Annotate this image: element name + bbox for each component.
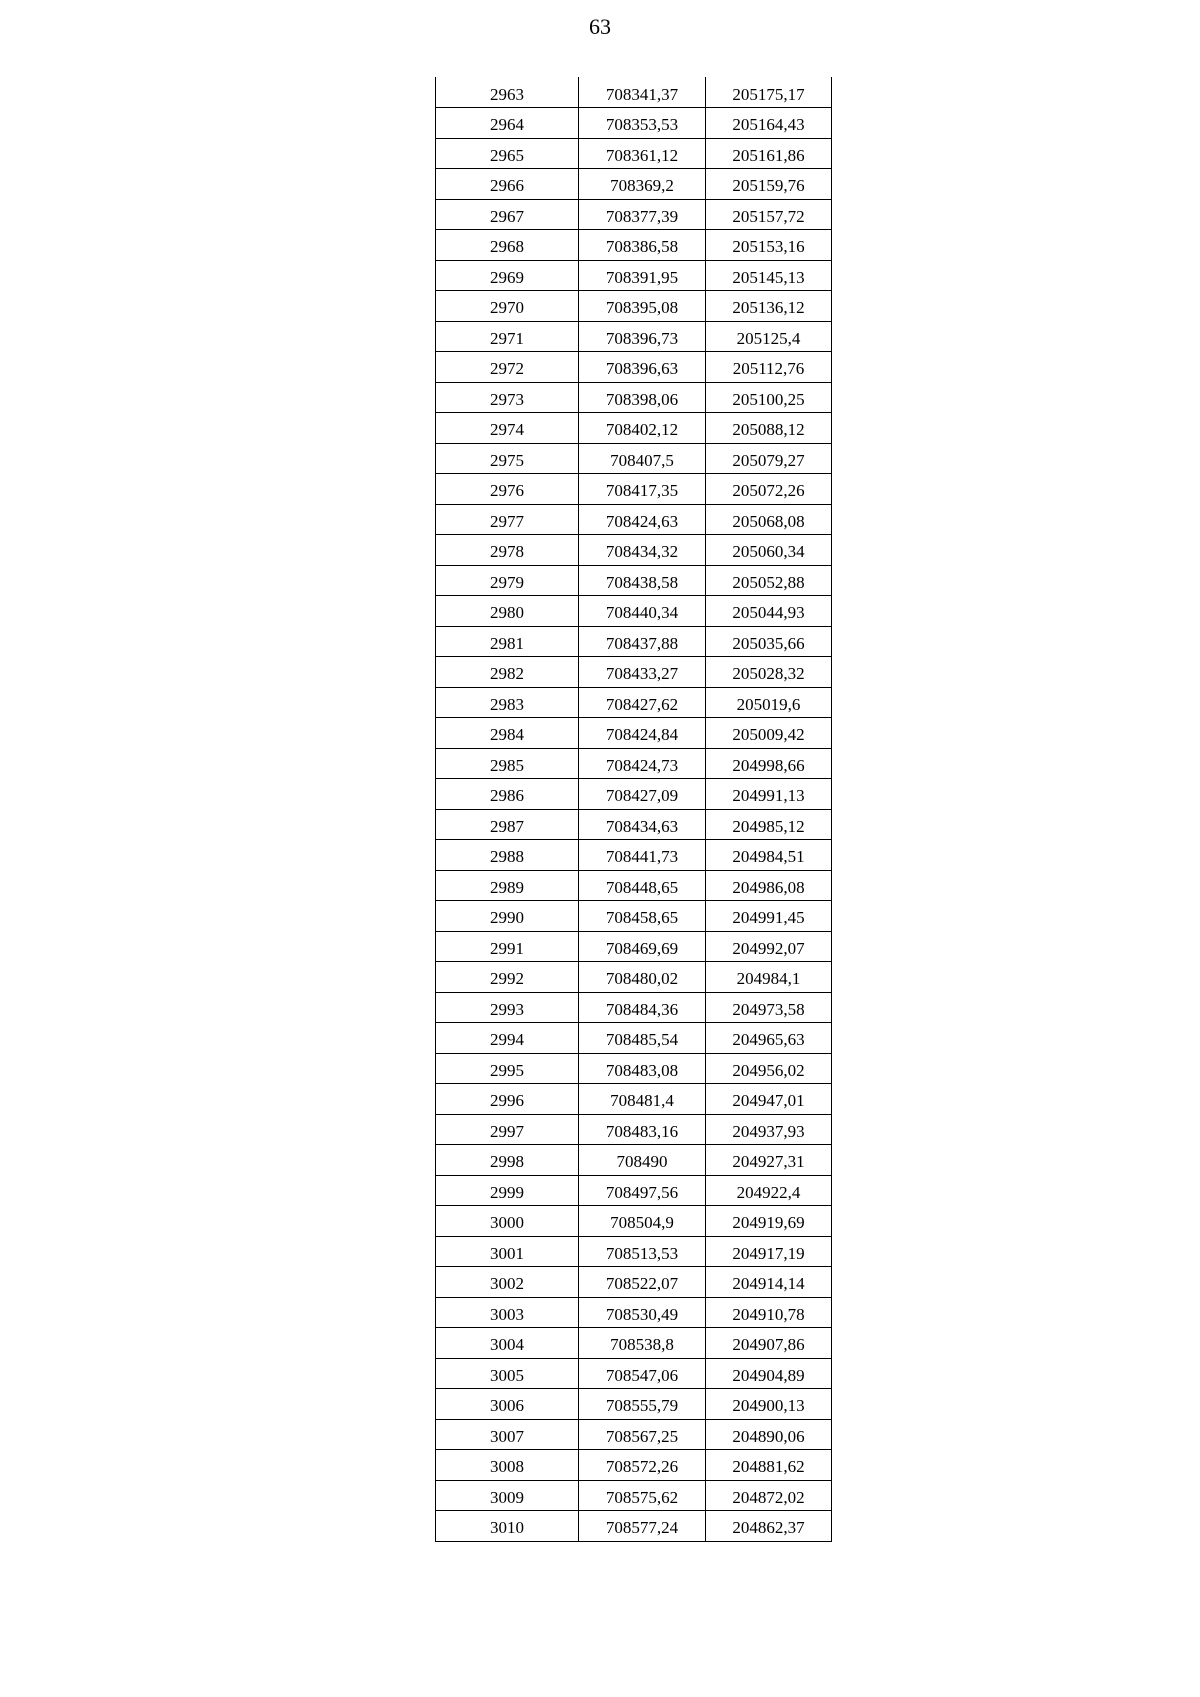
y-coordinate-cell: 204992,07	[706, 931, 832, 962]
x-coordinate-cell: 708547,06	[579, 1358, 706, 1389]
table-row	[436, 1206, 832, 1237]
point-number-cell: 2980	[436, 596, 579, 627]
table-row	[436, 230, 832, 261]
y-coordinate-cell: 205100,25	[706, 382, 832, 413]
point-number-cell: 2991	[436, 931, 579, 962]
y-coordinate-cell: 204890,06	[706, 1419, 832, 1450]
table-row	[436, 1480, 832, 1511]
point-number-cell: 2994	[436, 1023, 579, 1054]
point-number-cell: 2985	[436, 748, 579, 779]
point-number-cell: 2968	[436, 230, 579, 261]
point-number-cell: 2983	[436, 687, 579, 718]
x-coordinate-cell: 708490	[579, 1145, 706, 1176]
table-row	[436, 321, 832, 352]
table-row	[436, 1267, 832, 1298]
y-coordinate-cell: 205009,42	[706, 718, 832, 749]
point-number-cell: 2970	[436, 291, 579, 322]
x-coordinate-cell: 708485,54	[579, 1023, 706, 1054]
table-row	[436, 809, 832, 840]
point-number-cell: 2999	[436, 1175, 579, 1206]
table-row	[436, 1114, 832, 1145]
table-row	[436, 1328, 832, 1359]
table-row	[436, 748, 832, 779]
table-row	[436, 535, 832, 566]
point-number-cell: 2966	[436, 169, 579, 200]
x-coordinate-cell: 708448,65	[579, 870, 706, 901]
point-number-cell: 2971	[436, 321, 579, 352]
point-number-cell: 2996	[436, 1084, 579, 1115]
y-coordinate-cell: 205136,12	[706, 291, 832, 322]
x-coordinate-cell: 708407,5	[579, 443, 706, 474]
table-row	[436, 1236, 832, 1267]
point-number-cell: 2978	[436, 535, 579, 566]
point-number-cell: 2975	[436, 443, 579, 474]
coordinates-table-body	[436, 77, 832, 1541]
table-row	[436, 108, 832, 139]
table-row	[436, 1297, 832, 1328]
y-coordinate-cell: 204900,13	[706, 1389, 832, 1420]
x-coordinate-cell: 708369,2	[579, 169, 706, 200]
y-coordinate-cell: 205175,17	[706, 77, 832, 108]
table-row	[436, 687, 832, 718]
y-coordinate-cell: 204956,02	[706, 1053, 832, 1084]
point-number-cell: 2967	[436, 199, 579, 230]
point-number-cell: 2986	[436, 779, 579, 810]
x-coordinate-cell: 708458,65	[579, 901, 706, 932]
point-number-cell: 2982	[436, 657, 579, 688]
y-coordinate-cell: 205052,88	[706, 565, 832, 596]
table-row	[436, 779, 832, 810]
x-coordinate-cell: 708417,35	[579, 474, 706, 505]
x-coordinate-cell: 708469,69	[579, 931, 706, 962]
y-coordinate-cell: 204904,89	[706, 1358, 832, 1389]
point-number-cell: 2988	[436, 840, 579, 871]
page-number: 63	[589, 14, 611, 39]
table-row	[436, 138, 832, 169]
point-number-cell: 2993	[436, 992, 579, 1023]
point-number-cell: 3001	[436, 1236, 579, 1267]
point-number-cell: 2984	[436, 718, 579, 749]
y-coordinate-cell: 205079,27	[706, 443, 832, 474]
x-coordinate-cell: 708567,25	[579, 1419, 706, 1450]
y-coordinate-cell: 205157,72	[706, 199, 832, 230]
x-coordinate-cell: 708484,36	[579, 992, 706, 1023]
table-row	[436, 596, 832, 627]
y-coordinate-cell: 205161,86	[706, 138, 832, 169]
table-row	[436, 565, 832, 596]
y-coordinate-cell: 204985,12	[706, 809, 832, 840]
x-coordinate-cell: 708522,07	[579, 1267, 706, 1298]
y-coordinate-cell: 205112,76	[706, 352, 832, 383]
x-coordinate-cell: 708341,37	[579, 77, 706, 108]
table-row	[436, 1053, 832, 1084]
table-row	[436, 657, 832, 688]
x-coordinate-cell: 708377,39	[579, 199, 706, 230]
table-row	[436, 1419, 832, 1450]
table-row	[436, 1450, 832, 1481]
x-coordinate-cell: 708575,62	[579, 1480, 706, 1511]
table-row	[436, 1358, 832, 1389]
point-number-cell: 2990	[436, 901, 579, 932]
table-row	[436, 1023, 832, 1054]
point-number-cell: 3000	[436, 1206, 579, 1237]
point-number-cell: 3008	[436, 1450, 579, 1481]
x-coordinate-cell: 708504,9	[579, 1206, 706, 1237]
point-number-cell: 2995	[436, 1053, 579, 1084]
y-coordinate-cell: 204862,37	[706, 1511, 832, 1542]
point-number-cell: 3005	[436, 1358, 579, 1389]
x-coordinate-cell: 708402,12	[579, 413, 706, 444]
table-row	[436, 840, 832, 871]
x-coordinate-cell: 708438,58	[579, 565, 706, 596]
point-number-cell: 2972	[436, 352, 579, 383]
y-coordinate-cell: 204965,63	[706, 1023, 832, 1054]
table-row	[436, 352, 832, 383]
y-coordinate-cell: 205019,6	[706, 687, 832, 718]
y-coordinate-cell: 204881,62	[706, 1450, 832, 1481]
x-coordinate-cell: 708434,32	[579, 535, 706, 566]
x-coordinate-cell: 708391,95	[579, 260, 706, 291]
table-row	[436, 1175, 832, 1206]
y-coordinate-cell: 205088,12	[706, 413, 832, 444]
y-coordinate-cell: 204910,78	[706, 1297, 832, 1328]
point-number-cell: 2977	[436, 504, 579, 535]
y-coordinate-cell: 205028,32	[706, 657, 832, 688]
point-number-cell: 2992	[436, 962, 579, 993]
point-number-cell: 3010	[436, 1511, 579, 1542]
y-coordinate-cell: 205125,4	[706, 321, 832, 352]
table-row	[436, 199, 832, 230]
y-coordinate-cell: 204919,69	[706, 1206, 832, 1237]
table-row	[436, 1145, 832, 1176]
table-row	[436, 260, 832, 291]
table-row	[436, 77, 832, 108]
y-coordinate-cell: 205145,13	[706, 260, 832, 291]
y-coordinate-cell: 204922,4	[706, 1175, 832, 1206]
y-coordinate-cell: 204984,1	[706, 962, 832, 993]
point-number-cell: 2973	[436, 382, 579, 413]
point-number-cell: 3004	[436, 1328, 579, 1359]
y-coordinate-cell: 205044,93	[706, 596, 832, 627]
x-coordinate-cell: 708555,79	[579, 1389, 706, 1420]
x-coordinate-cell: 708353,53	[579, 108, 706, 139]
x-coordinate-cell: 708427,09	[579, 779, 706, 810]
x-coordinate-cell: 708513,53	[579, 1236, 706, 1267]
y-coordinate-cell: 204984,51	[706, 840, 832, 871]
table-row	[436, 443, 832, 474]
x-coordinate-cell: 708480,02	[579, 962, 706, 993]
y-coordinate-cell: 204991,45	[706, 901, 832, 932]
point-number-cell: 3009	[436, 1480, 579, 1511]
table-row	[436, 718, 832, 749]
y-coordinate-cell: 205068,08	[706, 504, 832, 535]
y-coordinate-cell: 204973,58	[706, 992, 832, 1023]
y-coordinate-cell: 205153,16	[706, 230, 832, 261]
point-number-cell: 3006	[436, 1389, 579, 1420]
x-coordinate-cell: 708424,63	[579, 504, 706, 535]
y-coordinate-cell: 205072,26	[706, 474, 832, 505]
table-row	[436, 413, 832, 444]
y-coordinate-cell: 204947,01	[706, 1084, 832, 1115]
y-coordinate-cell: 204937,93	[706, 1114, 832, 1145]
table-row	[436, 962, 832, 993]
y-coordinate-cell: 204991,13	[706, 779, 832, 810]
table-row	[436, 474, 832, 505]
coordinates-table	[435, 77, 832, 1542]
table-row	[436, 382, 832, 413]
point-number-cell: 2965	[436, 138, 579, 169]
table-row	[436, 504, 832, 535]
x-coordinate-cell: 708396,73	[579, 321, 706, 352]
table-row	[436, 1084, 832, 1115]
y-coordinate-cell: 205035,66	[706, 626, 832, 657]
point-number-cell: 2989	[436, 870, 579, 901]
x-coordinate-cell: 708424,73	[579, 748, 706, 779]
x-coordinate-cell: 708396,63	[579, 352, 706, 383]
point-number-cell: 2964	[436, 108, 579, 139]
table-row	[436, 931, 832, 962]
table-row	[436, 169, 832, 200]
point-number-cell: 2979	[436, 565, 579, 596]
x-coordinate-cell: 708577,24	[579, 1511, 706, 1542]
y-coordinate-cell: 204914,14	[706, 1267, 832, 1298]
point-number-cell: 2976	[436, 474, 579, 505]
x-coordinate-cell: 708427,62	[579, 687, 706, 718]
x-coordinate-cell: 708386,58	[579, 230, 706, 261]
table-row	[436, 992, 832, 1023]
y-coordinate-cell: 204986,08	[706, 870, 832, 901]
x-coordinate-cell: 708441,73	[579, 840, 706, 871]
x-coordinate-cell: 708483,16	[579, 1114, 706, 1145]
point-number-cell: 3002	[436, 1267, 579, 1298]
point-number-cell: 3003	[436, 1297, 579, 1328]
x-coordinate-cell: 708398,06	[579, 382, 706, 413]
point-number-cell: 2969	[436, 260, 579, 291]
point-number-cell: 2981	[436, 626, 579, 657]
x-coordinate-cell: 708497,56	[579, 1175, 706, 1206]
table-row	[436, 1511, 832, 1542]
table-row	[436, 870, 832, 901]
point-number-cell: 3007	[436, 1419, 579, 1450]
x-coordinate-cell: 708481,4	[579, 1084, 706, 1115]
x-coordinate-cell: 708538,8	[579, 1328, 706, 1359]
x-coordinate-cell: 708440,34	[579, 596, 706, 627]
x-coordinate-cell: 708395,08	[579, 291, 706, 322]
x-coordinate-cell: 708424,84	[579, 718, 706, 749]
point-number-cell: 2997	[436, 1114, 579, 1145]
y-coordinate-cell: 205060,34	[706, 535, 832, 566]
point-number-cell: 2963	[490, 84, 524, 104]
table-row	[436, 901, 832, 932]
x-coordinate-cell: 708483,08	[579, 1053, 706, 1084]
x-coordinate-cell: 708361,12	[579, 138, 706, 169]
y-coordinate-cell: 204998,66	[706, 748, 832, 779]
x-coordinate-cell: 708433,27	[579, 657, 706, 688]
x-coordinate-cell: 708572,26	[579, 1450, 706, 1481]
y-coordinate-cell: 204872,02	[706, 1480, 832, 1511]
y-coordinate-cell: 204917,19	[706, 1236, 832, 1267]
x-coordinate-cell: 708434,63	[579, 809, 706, 840]
x-coordinate-cell: 708530,49	[579, 1297, 706, 1328]
x-coordinate-cell: 708437,88	[579, 626, 706, 657]
table-row	[436, 1389, 832, 1420]
table-row	[436, 626, 832, 657]
y-coordinate-cell: 204907,86	[706, 1328, 832, 1359]
point-number-cell: 2974	[436, 413, 579, 444]
point-number-cell: 2987	[436, 809, 579, 840]
y-coordinate-cell: 205164,43	[706, 108, 832, 139]
y-coordinate-cell: 204927,31	[706, 1145, 832, 1176]
table-row	[436, 291, 832, 322]
y-coordinate-cell: 205159,76	[706, 169, 832, 200]
point-number-cell: 2998	[436, 1145, 579, 1176]
